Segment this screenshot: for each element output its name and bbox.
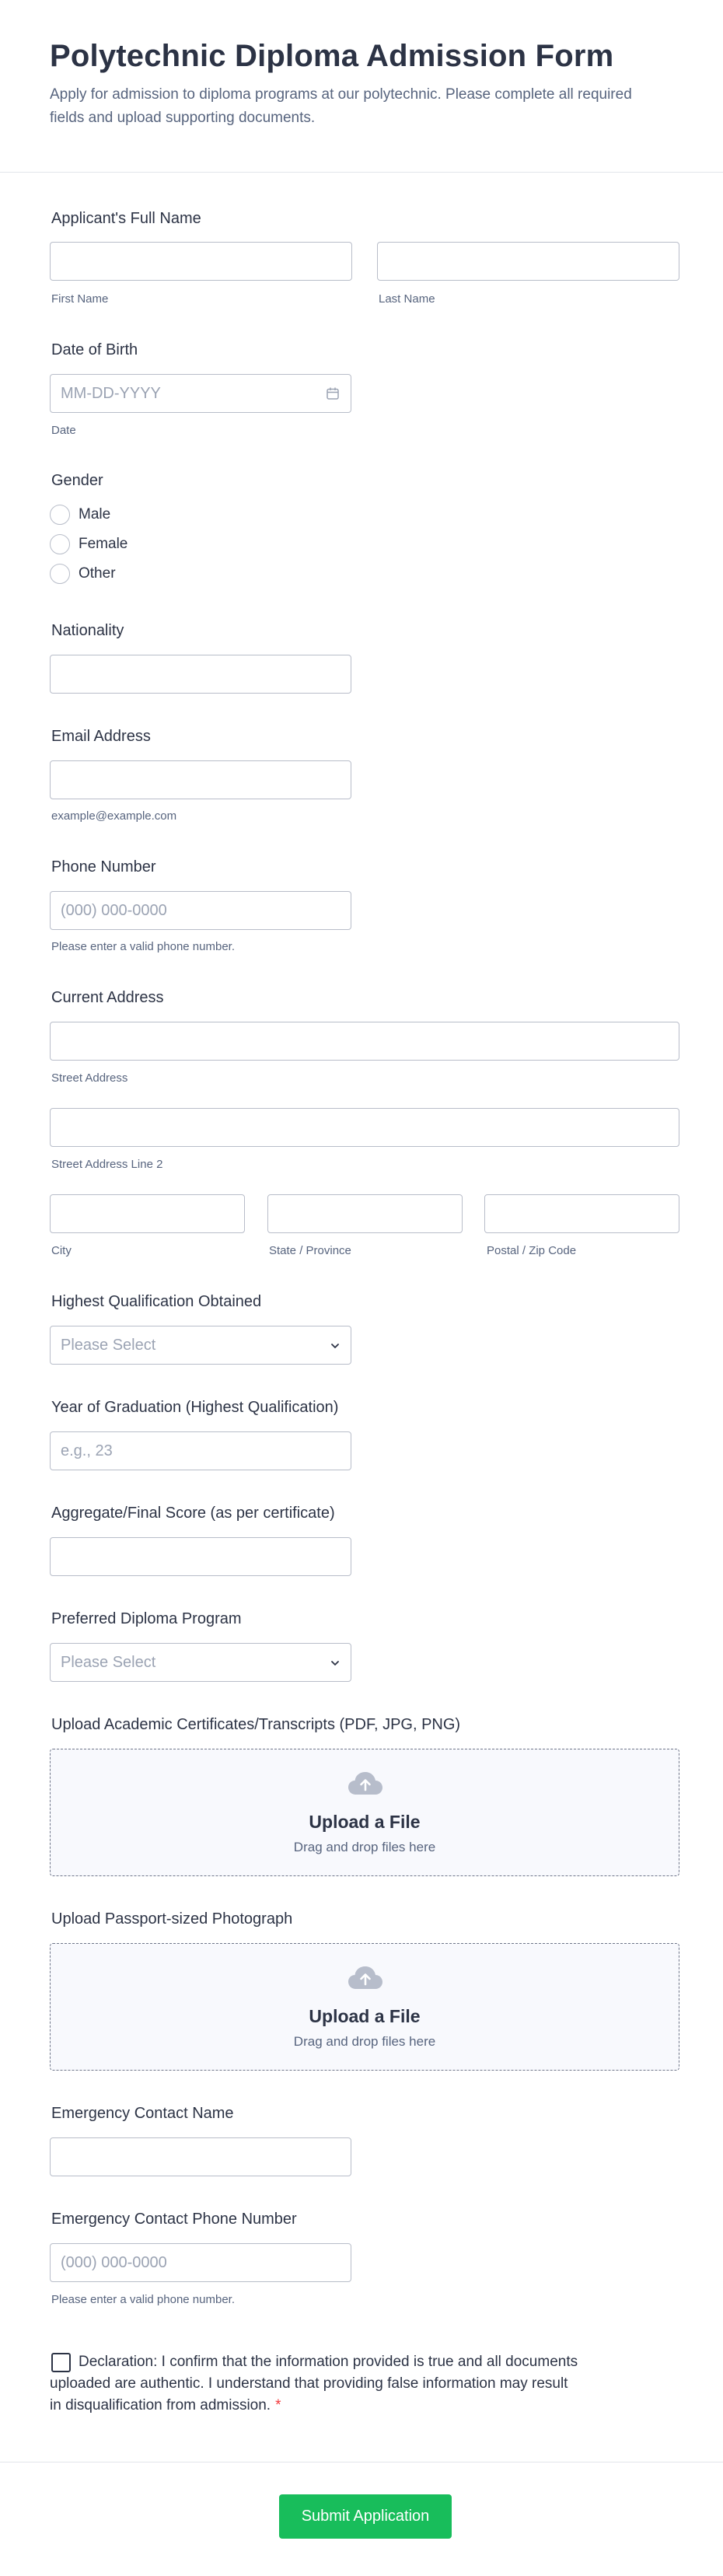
dob-sublabel: Date (51, 424, 76, 437)
required-asterisk: * (275, 2397, 281, 2413)
grad-year-placeholder: e.g., 23 (61, 1442, 113, 1459)
radio-female[interactable] (50, 534, 70, 554)
nationality-label: Nationality (51, 622, 124, 639)
radio-label-male: Male (79, 506, 111, 523)
program-label: Preferred Diploma Program (51, 1610, 242, 1627)
upload-certs-subtitle: Drag and drop files here (293, 1840, 436, 1854)
last-name-input[interactable] (377, 242, 679, 281)
calendar-icon[interactable] (326, 386, 340, 400)
zip-sublabel: Postal / Zip Code (487, 1244, 577, 1257)
emergency-name-input[interactable] (50, 2137, 351, 2176)
score-label: Aggregate/Final Score (as per certificate) (51, 1505, 335, 1522)
radio-other[interactable] (50, 564, 70, 584)
gender-option-female[interactable] (50, 534, 127, 554)
emergency-phone-placeholder: (000) 000-0000 (61, 2253, 167, 2271)
email-label: Email Address (51, 728, 151, 745)
email-sublabel: example@example.com (51, 809, 177, 823)
city-input[interactable] (50, 1194, 245, 1233)
first-name-sublabel: First Name (51, 292, 109, 306)
nationality-input[interactable] (50, 655, 351, 694)
form-title: Polytechnic Diploma Admission Form (50, 39, 614, 73)
upload-photo-subtitle: Drag and drop files here (293, 2034, 436, 2049)
qualification-select[interactable] (50, 1326, 351, 1365)
emergency-name-label: Emergency Contact Name (51, 2105, 234, 2122)
upload-photo-label: Upload Passport-sized Photograph (51, 1910, 293, 1928)
first-name-input[interactable] (50, 242, 352, 281)
last-name-sublabel: Last Name (379, 292, 435, 306)
street-address-line2-sublabel: Street Address Line 2 (51, 1158, 163, 1171)
upload-certs-title: Upload a File (309, 1812, 421, 1832)
upload-photo-title: Upload a File (309, 2006, 421, 2026)
street-address-sublabel: Street Address (51, 1071, 128, 1085)
state-input[interactable] (267, 1194, 463, 1233)
declaration-text: Declaration: I confirm that the information provided is true and all documents uploaded are authentic. I understand that providing false information may result in disqualification from admission. (50, 2354, 578, 2413)
grad-year-input[interactable] (50, 1431, 351, 1470)
score-input[interactable] (50, 1537, 351, 1576)
dob-input[interactable] (50, 374, 351, 413)
cloud-upload-icon (347, 1964, 384, 1992)
city-sublabel: City (51, 1244, 72, 1257)
emergency-phone-input[interactable] (50, 2243, 351, 2282)
radio-male[interactable] (50, 505, 70, 525)
phone-label: Phone Number (51, 858, 156, 876)
cloud-upload-icon (347, 1770, 384, 1798)
radio-label-female: Female (79, 536, 128, 552)
grad-year-label: Year of Graduation (Highest Qualification) (51, 1399, 339, 1416)
form-subtitle: Apply for admission to diploma programs at our polytechnic. Please complete all required fields and upload supporting documents. (50, 86, 632, 126)
upload-certs-dropzone[interactable] (50, 1749, 679, 1876)
email-input[interactable] (50, 760, 351, 799)
submit-button[interactable]: Submit Application (279, 2494, 452, 2539)
zip-input[interactable] (484, 1194, 679, 1233)
phone-placeholder: (000) 000-0000 (61, 901, 167, 919)
chevron-down-icon (329, 1340, 341, 1352)
upload-photo-dropzone[interactable] (50, 1943, 679, 2071)
gender-option-other[interactable] (50, 564, 116, 584)
gender-option-male[interactable] (50, 505, 110, 525)
street-address-line2-input[interactable] (50, 1108, 679, 1147)
qualification-label: Highest Qualification Obtained (51, 1293, 262, 1310)
street-address-input[interactable] (50, 1022, 679, 1061)
address-label: Current Address (51, 989, 164, 1006)
gender-label: Gender (51, 472, 103, 489)
program-select[interactable] (50, 1643, 351, 1682)
radio-label-other: Other (79, 565, 116, 582)
qualification-selected: Please Select (61, 1336, 156, 1354)
emergency-phone-sublabel: Please enter a valid phone number. (51, 2293, 235, 2306)
full-name-label: Applicant's Full Name (51, 210, 201, 227)
declaration-text-block (50, 2351, 578, 2417)
upload-certs-label: Upload Academic Certificates/Transcripts (PDF, JPG, PNG) (51, 1716, 461, 1733)
dob-placeholder: MM-DD-YYYY (61, 384, 161, 402)
dob-label: Date of Birth (51, 341, 138, 358)
form-header (0, 0, 723, 173)
phone-input[interactable] (50, 891, 351, 930)
program-selected: Please Select (61, 1653, 156, 1671)
phone-sublabel: Please enter a valid phone number. (51, 940, 235, 953)
state-sublabel: State / Province (269, 1244, 351, 1257)
chevron-down-icon (329, 1657, 341, 1669)
emergency-phone-label: Emergency Contact Phone Number (51, 2211, 297, 2228)
